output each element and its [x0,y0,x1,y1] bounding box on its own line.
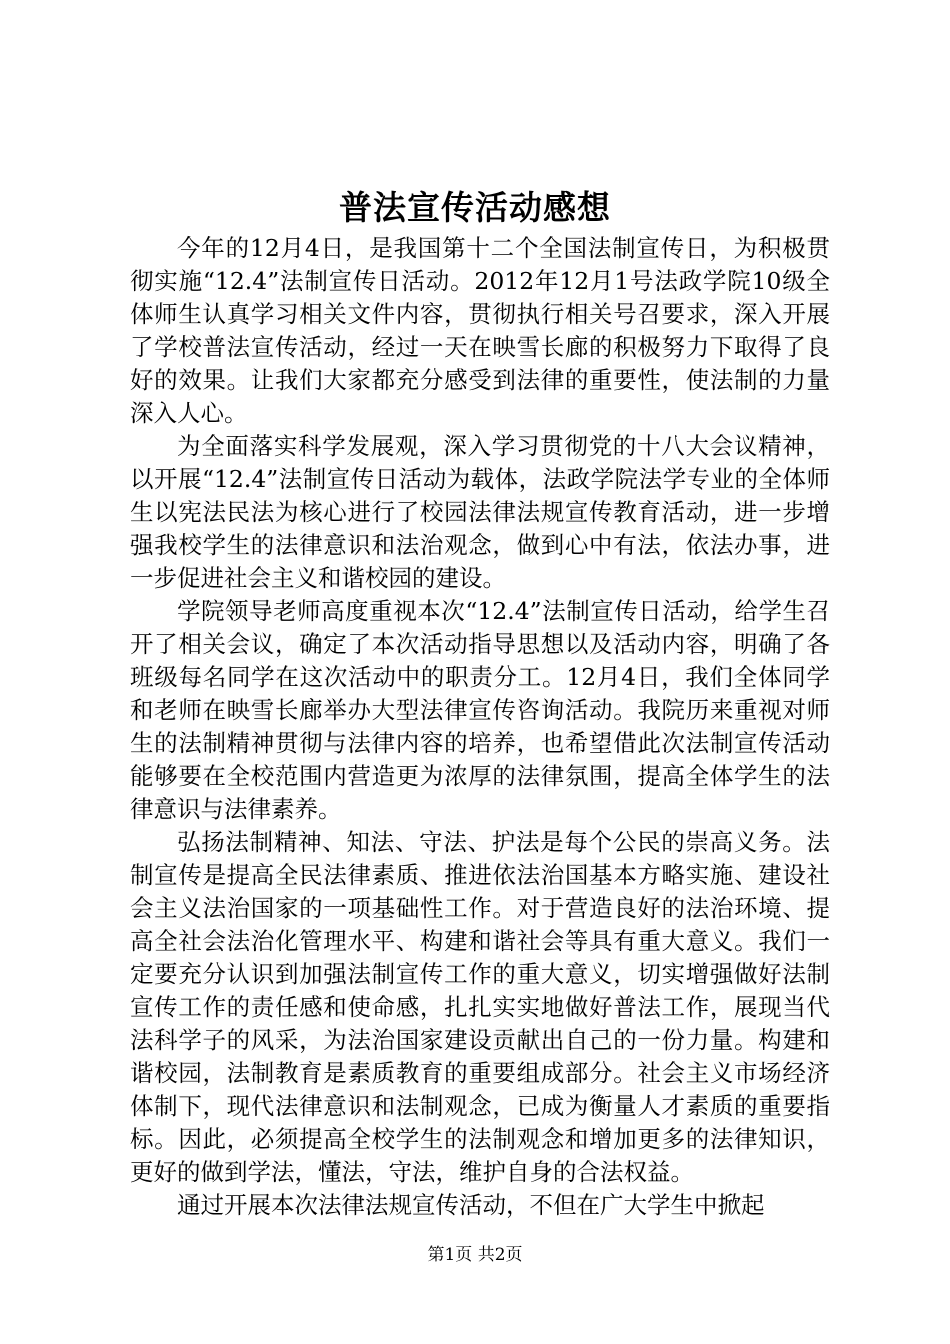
document-title: 普法宣传活动感想 [339,188,611,227]
paragraph-4: 弘扬法制精神、知法、守法、护法是每个公民的崇高义务。法制宣传是提高全民法律素质、推进依法治国基本方略实施、建设社会主义法治国家的一项基础性工作。对于营造良好的法治环境、提高全社会法治化管理水平、构建和谐社会等具有重大意义。我们一定要充分认识到加强法制宣传工作的重大意义，切实增强做好法制宣传工作的责任感和使命感，扎扎实实地做好普法工作，展现当代法科学子的风采，为法治国家建设贡献出自己的一份力量。构建和谐校园，法制教育是素质教育的重要组成部分。社会主义市场经济体制下，现代法律意识和法制观念，已成为衡量人才素质的重要指标。因此，必须提高全校学生的法制观念和增加更多的法律知识，更好的做到学法，懂法，守法，维护自身的合法权益。 [130,828,830,1186]
paragraph-5: 通过开展本次法律法规宣传活动，不但在广大学生中掀起 [177,1191,765,1219]
page-footer: 第1页 共2页 [427,1245,523,1265]
paragraph-1: 今年的12月4日，是我国第十二个全国法制宣传日，为积极贯彻实施“12.4”法制宣传日活动。2012年12月1号法政学院10级全体师生认真学习相关文件内容，贯彻执行相关号召要求，深入开展了学校普法宣传活动，经过一天在映雪长廊的积极努力下取得了良好的效果。让我们大家都充分感受到法律的重要性，使法制的力量深入人心。 [130,234,830,427]
paragraph-2: 为全面落实科学发展观，深入学习贯彻党的十八大会议精神，以开展“12.4”法制宣传日活动为载体，法政学院法学专业的全体师生以宪法民法为核心进行了校园法律法规宣传教育活动，进一步增强我校学生的法律意识和法治观念，做到心中有法，依法办事，进一步促进社会主义和谐校园的建设。 [130,432,830,592]
document-body [130,232,830,1222]
paragraph-3: 学院领导老师高度重视本次“12.4”法制宣传日活动，给学生召开了相关会议，确定了本次活动指导思想以及活动内容，明确了各班级每名同学在这次活动中的职责分工。12月4日，我们全体同学和老师在映雪长廊举办大型法律宣传咨询活动。我院历来重视对师生的法制精神贯彻与法律内容的培养，也希望借此次法制宣传活动能够要在全校范围内营造更为浓厚的法律氛围，提高全体学生的法律意识与法律素养。 [130,597,830,823]
